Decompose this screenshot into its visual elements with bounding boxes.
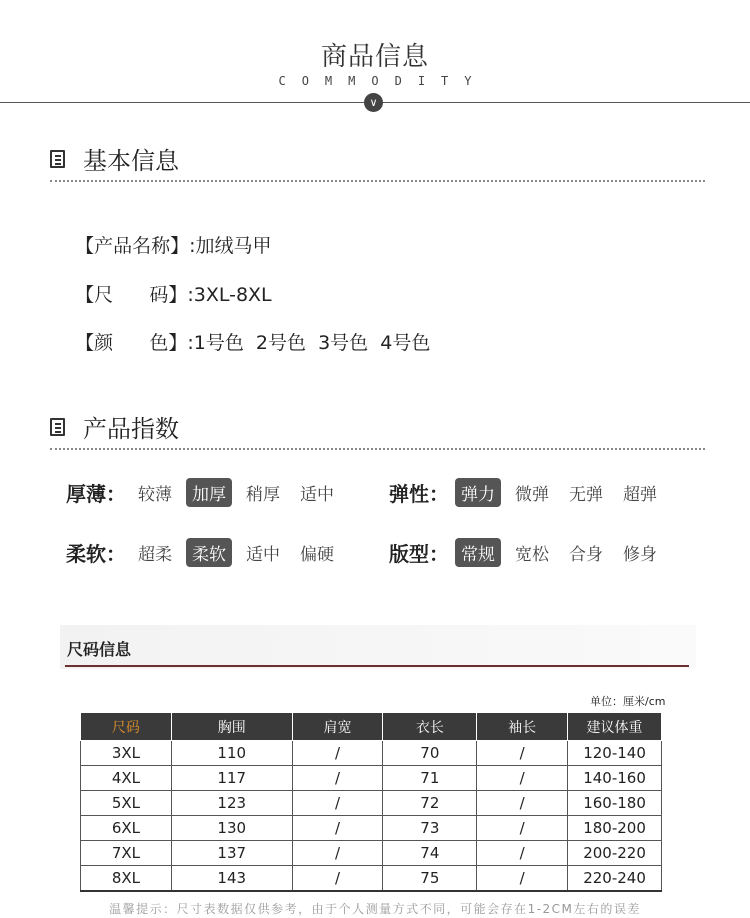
table-cell: 130 [171,816,292,841]
attr-elasticity [389,476,671,508]
size-footnote: 温馨提示：尺寸表数据仅供参考，由于个人测量方式不同，可能会存在1-2CM左右的误差 [109,902,641,916]
table-cell: / [477,816,568,841]
info-value: :1号色 2号色 3号色 4号色 [187,332,431,354]
table-header-row [81,713,662,741]
table-cell: 140-160 [568,766,662,791]
unit-label: 单位：厘米/cm [590,695,666,708]
document-icon [50,418,65,436]
table-cell: 70 [383,741,477,766]
dotted-divider [50,180,705,182]
attr-option-selected: 加厚 [186,478,232,507]
attr-fit [389,536,671,568]
info-label: 【颜 色】 [75,332,188,354]
size-info-heading [60,625,696,669]
col-header: 建议体重 [568,713,662,741]
attr-option: 较薄 [138,484,172,505]
table-cell: 8XL [81,866,172,891]
table-cell: / [292,866,383,891]
table-cell: 7XL [81,841,172,866]
table-cell: / [477,741,568,766]
table-row [81,791,662,816]
info-label: 【产品名称】 [75,235,190,257]
table-row [81,866,662,891]
attr-option-selected: 柔软 [186,538,232,567]
attr-option-selected: 弹力 [455,478,501,507]
table-cell: 180-200 [568,816,662,841]
attr-option: 微弹 [515,484,549,505]
document-icon [50,150,65,168]
table-cell: 143 [171,866,292,891]
basic-info-title: 基本信息 [83,147,179,175]
table-cell: 123 [171,791,292,816]
table-cell: 71 [383,766,477,791]
table-cell: 72 [383,791,477,816]
table-cell: / [292,816,383,841]
size-heading-rule [65,665,689,667]
dotted-divider [50,448,705,450]
commodity-header [0,0,750,115]
info-row-name [63,209,272,258]
attr-option: 超柔 [138,544,172,565]
attr-option: 稍厚 [246,484,280,505]
col-header: 尺码 [81,713,172,741]
attr-option: 宽松 [515,544,549,565]
chevron-down-icon: ∨ [364,93,383,112]
table-row [81,816,662,841]
attr-option-selected: 常规 [455,538,501,567]
info-label: 【尺 码】 [75,284,188,306]
attr-option: 无弹 [569,484,603,505]
table-cell: 160-180 [568,791,662,816]
table-cell: 120-140 [568,741,662,766]
table-cell: 4XL [81,766,172,791]
attr-thickness [66,476,348,508]
table-cell: / [292,741,383,766]
table-cell: / [292,766,383,791]
attr-label: 柔软： [66,541,126,566]
table-cell: / [477,841,568,866]
table-cell: 200-220 [568,841,662,866]
attr-label: 版型： [389,541,449,566]
table-row [81,766,662,791]
table-cell: / [477,766,568,791]
table-row [81,741,662,766]
size-info-title: 尺码信息 [67,640,132,659]
table-cell: 220-240 [568,866,662,891]
table-cell: 75 [383,866,477,891]
table-cell: 5XL [81,791,172,816]
table-cell: / [292,841,383,866]
size-table [80,712,662,892]
table-cell: 6XL [81,816,172,841]
product-index-heading [50,409,705,451]
attr-label: 厚薄： [66,481,126,506]
info-value: :3XL-8XL [187,284,272,306]
table-cell: 110 [171,741,292,766]
product-index-title: 产品指数 [83,415,179,443]
table-cell: / [292,791,383,816]
attr-option: 合身 [569,544,603,565]
table-cell: 117 [171,766,292,791]
attr-label: 弹性： [389,481,449,506]
col-header: 衣长 [383,713,477,741]
attr-option: 偏硬 [300,544,334,565]
info-row-color [63,306,430,355]
table-cell: 137 [171,841,292,866]
attr-option: 适中 [300,484,334,505]
attr-option: 修身 [623,544,657,565]
attr-option: 超弹 [623,484,657,505]
attr-softness [66,536,348,568]
header-title: 商品信息 [320,42,429,72]
header-subtitle: COMMODITY [278,74,488,88]
table-cell: 74 [383,841,477,866]
attr-option: 适中 [246,544,280,565]
table-row [81,841,662,866]
table-cell: / [477,791,568,816]
col-header: 袖长 [477,713,568,741]
info-row-size [63,258,272,307]
col-header: 肩宽 [292,713,383,741]
table-cell: 3XL [81,741,172,766]
table-cell: 73 [383,816,477,841]
info-value: :加绒马甲 [189,235,272,257]
table-cell: / [477,866,568,891]
col-header: 胸围 [171,713,292,741]
basic-info-heading [50,141,705,183]
